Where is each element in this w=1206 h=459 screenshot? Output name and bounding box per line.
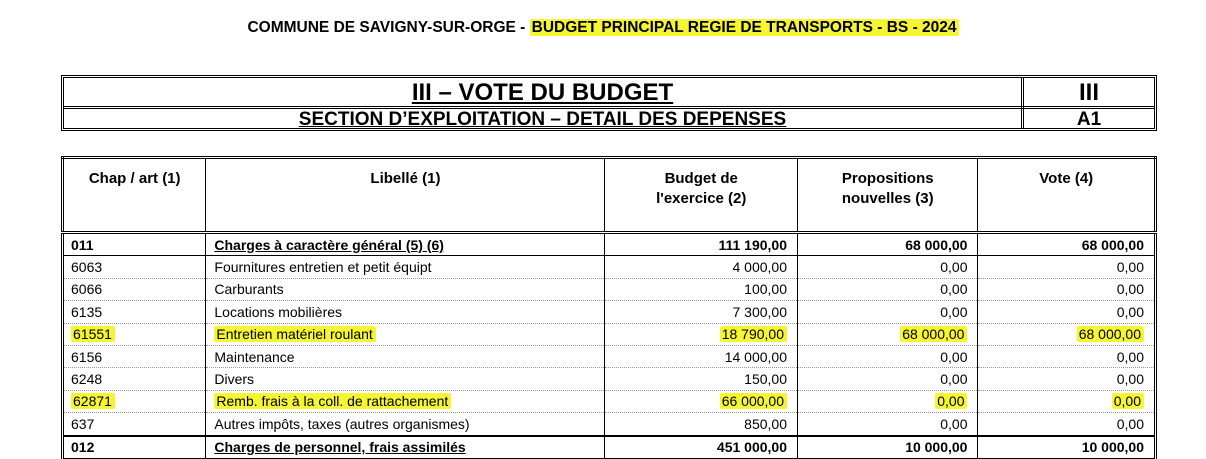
cell-vote-text: 10 000,00: [1081, 439, 1144, 456]
cell-budget-text: 14 000,00: [724, 348, 787, 365]
chapter-row: [63, 233, 1156, 256]
cell-code-text: 6156: [71, 348, 103, 365]
cell-label-text: Fournitures entretien et petit équipt: [214, 259, 432, 276]
subsection-code: A1: [1076, 109, 1102, 130]
cell-propositions: [798, 278, 978, 300]
cell-propositions: [798, 390, 978, 412]
cell-vote-text: 0,00: [1112, 393, 1144, 409]
cell-label: [206, 345, 605, 367]
cell-code: [63, 323, 206, 345]
cell-code: [63, 413, 206, 436]
cell-vote-text: 68 000,00: [1081, 236, 1144, 253]
table-row: [63, 278, 1156, 300]
cell-label: [206, 233, 605, 256]
cell-vote: [978, 256, 1156, 278]
cell-vote-text: 0,00: [1116, 371, 1144, 388]
cell-propositions: [798, 256, 978, 278]
cell-budget-text: 18 790,00: [720, 326, 787, 342]
cell-vote-text: 0,00: [1116, 303, 1144, 320]
cell-propositions: [798, 233, 978, 256]
cell-label: [206, 390, 605, 412]
cell-propositions-text: 0,00: [940, 259, 968, 276]
cell-propositions-text: 68 000,00: [905, 236, 968, 253]
cell-propositions-text: 0,00: [935, 393, 967, 409]
cell-label: [206, 301, 605, 323]
cell-code-text: 61551: [71, 326, 115, 342]
table-row: [63, 345, 1156, 367]
cell-label: [206, 278, 605, 300]
table-row: [63, 301, 1156, 323]
cell-budget: [605, 345, 798, 367]
cell-vote: [978, 368, 1156, 390]
cell-label: [206, 413, 605, 436]
cell-code: [63, 436, 206, 459]
cell-budget-text: 150,00: [744, 371, 787, 388]
cell-budget: [605, 436, 798, 459]
cell-propositions-text: 10 000,00: [905, 439, 968, 456]
budget-table: [61, 156, 1157, 459]
section-title: III – VOTE DU BUDGET: [411, 79, 674, 106]
table-body: [63, 233, 1156, 459]
cell-propositions-text: 0,00: [940, 348, 968, 365]
cell-propositions: [798, 413, 978, 436]
cell-budget: [605, 301, 798, 323]
cell-budget-text: 850,00: [744, 415, 787, 432]
cell-code: [63, 301, 206, 323]
table-header-row: [63, 158, 1156, 233]
cell-code-text: 6066: [71, 281, 103, 298]
cell-label-text: Charges à caractère général (5) (6): [214, 236, 444, 253]
cell-budget-text: 100,00: [744, 281, 787, 298]
cell-vote: [978, 233, 1156, 256]
cell-propositions: [798, 301, 978, 323]
cell-label-text: Carburants: [214, 281, 284, 298]
cell-code-text: 011: [71, 236, 94, 253]
cell-vote: [978, 390, 1156, 412]
cell-code-text: 62871: [71, 393, 115, 409]
title-block: [61, 75, 1157, 131]
document-header: [0, 18, 1206, 38]
cell-label: [206, 256, 605, 278]
section-subtitle: SECTION D’EXPLOITATION – DETAIL DES DEPENSES: [298, 109, 787, 130]
cell-vote: [978, 301, 1156, 323]
column-header-budget: Budget de l'exercice (2): [605, 158, 798, 233]
cell-code-text: 6135: [71, 303, 103, 320]
cell-label-text: Entretien matériel roulant: [214, 326, 375, 342]
table-row: [63, 390, 1156, 412]
column-header-chap: Chap / art (1): [63, 158, 206, 233]
column-header-vote: Vote (4): [978, 158, 1156, 233]
cell-propositions: [798, 323, 978, 345]
cell-budget-text: 66 000,00: [720, 393, 787, 409]
cell-vote: [978, 278, 1156, 300]
cell-label-text: Locations mobilières: [214, 303, 343, 320]
cell-budget-text: 7 300,00: [732, 303, 787, 320]
cell-budget: [605, 233, 798, 256]
cell-code: [63, 345, 206, 367]
cell-propositions-text: 0,00: [940, 281, 968, 298]
cell-vote-text: 0,00: [1116, 348, 1144, 365]
cell-budget-text: 4 000,00: [732, 259, 787, 276]
cell-budget-text: 111 190,00: [718, 236, 787, 253]
table-row: [63, 368, 1156, 390]
chapter-row: [63, 436, 1156, 459]
cell-code: [63, 390, 206, 412]
cell-label: [206, 436, 605, 459]
cell-code-text: 6248: [71, 371, 103, 388]
cell-code-text: 012: [71, 439, 95, 456]
header-budget-title: BUDGET PRINCIPAL REGIE DE TRANSPORTS - BS - 2024: [531, 19, 957, 36]
cell-budget-text: 451 000,00: [716, 439, 787, 456]
table-row: [63, 256, 1156, 278]
header-prefix: COMMUNE DE SAVIGNY-SUR-ORGE -: [247, 19, 530, 36]
column-header-libelle: Libellé (1): [206, 158, 605, 233]
cell-propositions: [798, 436, 978, 459]
cell-vote-text: 0,00: [1116, 415, 1144, 432]
cell-code-text: 637: [71, 415, 95, 432]
cell-vote: [978, 323, 1156, 345]
cell-label-text: Charges de personnel, frais assimilés: [214, 439, 466, 456]
section-code: III: [1078, 79, 1099, 106]
cell-vote: [978, 436, 1156, 459]
table-row: [63, 323, 1156, 345]
cell-vote-text: 68 000,00: [1077, 326, 1144, 342]
cell-propositions-text: 68 000,00: [900, 326, 967, 342]
cell-budget: [605, 323, 798, 345]
cell-vote: [978, 345, 1156, 367]
cell-propositions: [798, 345, 978, 367]
cell-code: [63, 368, 206, 390]
cell-code-text: 6063: [71, 259, 103, 276]
cell-propositions: [798, 368, 978, 390]
cell-propositions-text: 0,00: [940, 415, 968, 432]
cell-vote-text: 0,00: [1116, 281, 1144, 298]
cell-code: [63, 256, 206, 278]
cell-label: [206, 368, 605, 390]
cell-label: [206, 323, 605, 345]
cell-budget: [605, 413, 798, 436]
cell-label-text: Maintenance: [214, 348, 295, 365]
cell-propositions-text: 0,00: [940, 303, 968, 320]
cell-code: [63, 278, 206, 300]
cell-budget: [605, 256, 798, 278]
cell-label-text: Autres impôts, taxes (autres organismes): [214, 415, 470, 432]
cell-budget: [605, 368, 798, 390]
column-header-propositions: Propositions nouvelles (3): [798, 158, 978, 233]
cell-label-text: Divers: [214, 371, 255, 388]
cell-propositions-text: 0,00: [940, 371, 968, 388]
cell-label-text: Remb. frais à la coll. de rattachement: [214, 393, 451, 409]
cell-vote-text: 0,00: [1116, 259, 1144, 276]
cell-budget: [605, 278, 798, 300]
cell-vote: [978, 413, 1156, 436]
cell-budget: [605, 390, 798, 412]
table-row: [63, 413, 1156, 436]
cell-code: [63, 233, 206, 256]
